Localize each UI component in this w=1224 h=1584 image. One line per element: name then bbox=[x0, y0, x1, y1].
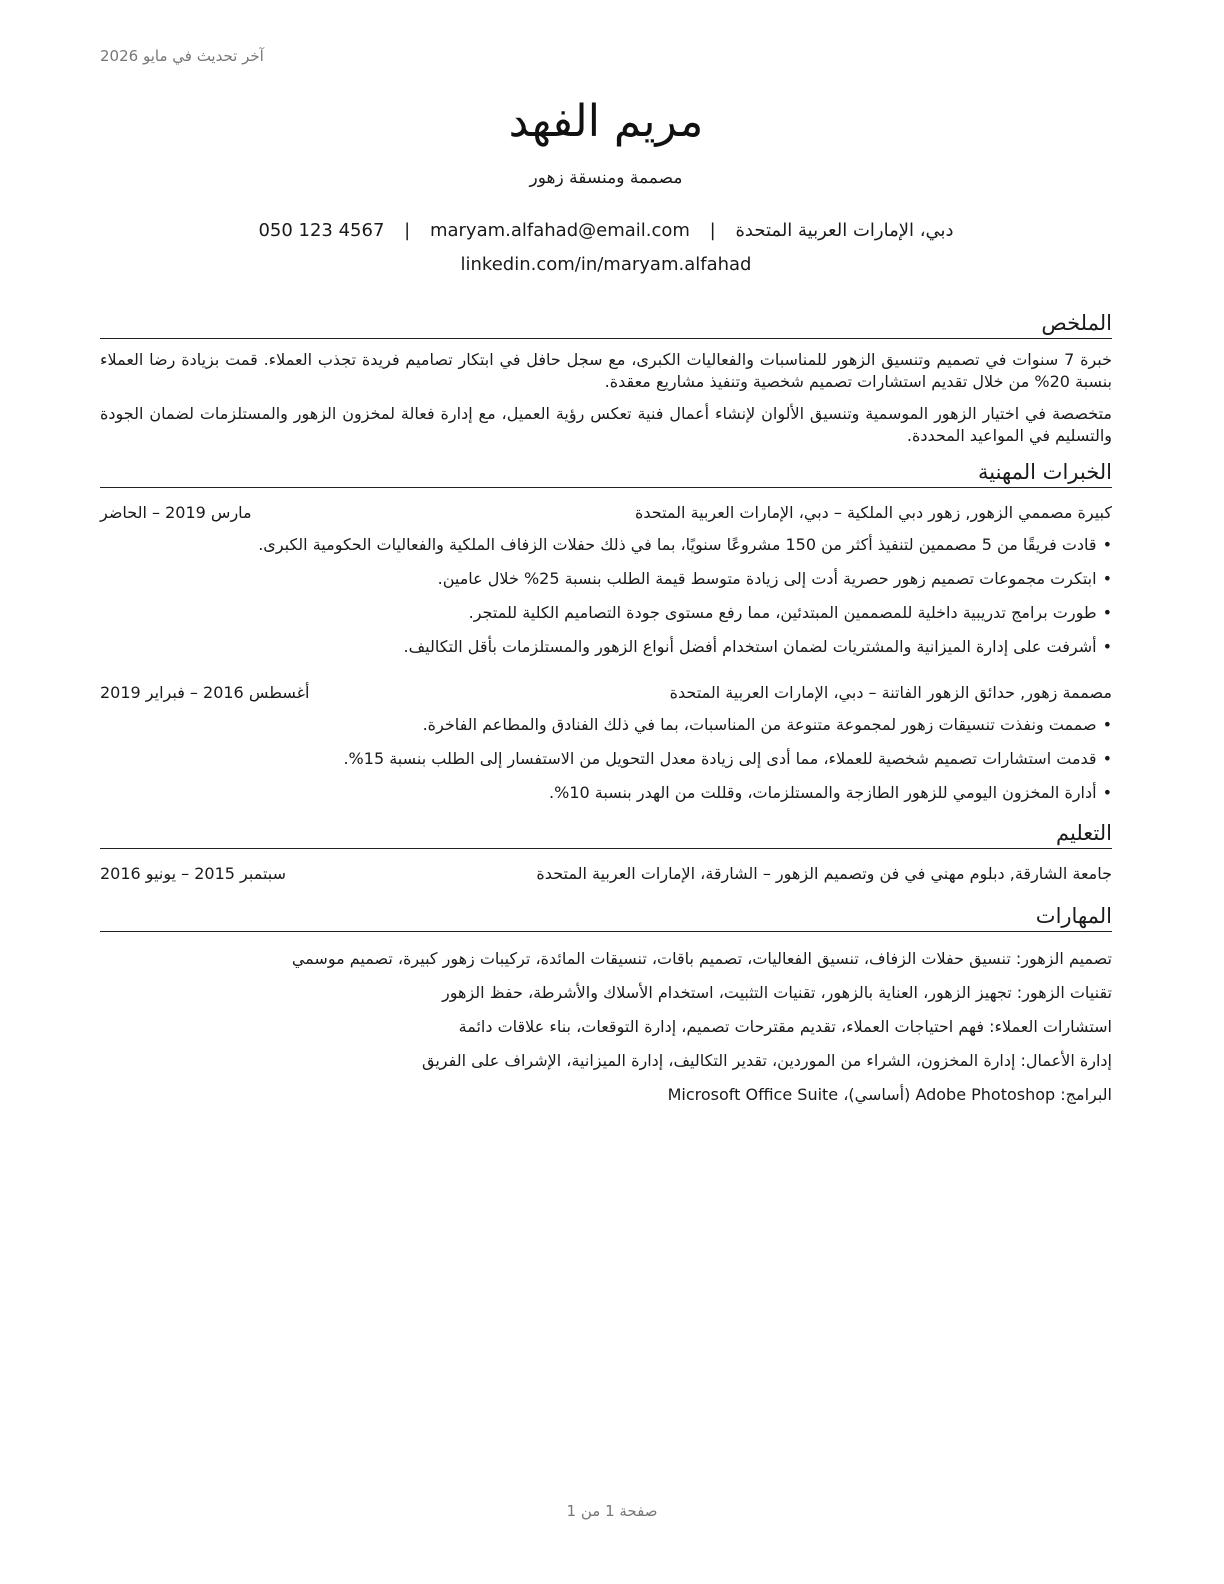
page-indicator: صفحة 1 من 1 bbox=[566, 1502, 658, 1520]
job-dates: أغسطس 2016 – فبراير 2019 bbox=[100, 683, 310, 702]
education-degree: جامعة الشارقة, دبلوم مهني في فن وتصميم الزهور – الشارقة، الإمارات العربية المتحدة bbox=[536, 864, 1112, 883]
bullet-text: أشرفت على إدارة الميزانية والمشتريات لضمان استخدام أفضل أنواع الزهور والمستلزمات بأقل التكاليف. bbox=[403, 637, 1097, 656]
job-header bbox=[100, 498, 1112, 528]
experience-section bbox=[100, 457, 1112, 810]
skill-line: استشارات العملاء: فهم احتياجات العملاء، تقديم مقترحات تصميم، إدارة التوقعات، بناء علاقات دائمة bbox=[458, 1017, 1112, 1036]
list-item bbox=[100, 596, 1112, 630]
job-role: كبيرة مصممي الزهور, زهور دبي الملكية – دبي، الإمارات العربية المتحدة bbox=[634, 503, 1112, 522]
bullet-icon: • bbox=[1102, 715, 1112, 734]
summary-section bbox=[100, 308, 1112, 447]
bullet-text: قادت فريقًا من 5 مصممين لتنفيذ أكثر من 150 مشروعًا سنويًا، بما في ذلك حفلات الزفاف الملكية والفعاليات الحكومية الكبرى. bbox=[258, 535, 1097, 554]
job-entry bbox=[100, 498, 1112, 664]
skill-line: إدارة الأعمال: إدارة المخزون، الشراء من الموردين، تقدير التكاليف، إدارة الميزانية، الإشراف على الفريق bbox=[421, 1051, 1112, 1070]
job-title: مصممة ومنسقة زهور bbox=[529, 168, 683, 188]
bullet-icon: • bbox=[1102, 603, 1112, 622]
separator: | bbox=[404, 220, 411, 241]
bullet-icon: • bbox=[1102, 637, 1112, 656]
job-header bbox=[100, 678, 1112, 708]
resume-header bbox=[100, 92, 1112, 282]
summary-paragraph: خبرة 7 سنوات في تصميم وتنسيق الزهور للمناسبات والفعاليات الكبرى، مع سجل حافل في ابتكار تصاميم فريدة تجذب العملاء. قمت بزيادة رضا العملاء بنسبة 20% من خلال تقديم استشارات تصميم شخصية وتنفيذ مشاريع معقدة. bbox=[100, 350, 1113, 391]
bullet-icon: • bbox=[1102, 569, 1112, 588]
experience-heading: الخبرات المهنية bbox=[100, 457, 1112, 488]
bullet-text: قدمت استشارات تصميم شخصية للعملاء، مما أدى إلى زيادة معدل التحويل من الاستفسار إلى الطلب بنسبة 15%. bbox=[343, 749, 1097, 768]
bullet-text: طورت برامج تدريبية داخلية للمصممين المبتدئين، مما رفع مستوى جودة التصاميم الكلية للمتجر. bbox=[468, 603, 1097, 622]
job-dates: مارس 2019 – الحاضر bbox=[100, 503, 252, 522]
bullet-text: ابتكرت مجموعات تصميم زهور حصرية أدت إلى زيادة متوسط قيمة الطلب بنسبة 25% خلال عامين. bbox=[437, 569, 1097, 588]
summary-paragraph: متخصصة في اختيار الزهور الموسمية وتنسيق الألوان لإنشاء أعمال فنية تعكس رؤية العميل، مع إدارة فعالة لمخزون الزهور والمستلزمات لضمان الجودة والتسليم في المواعيد المحددة. bbox=[100, 404, 1112, 445]
contact-info bbox=[100, 214, 1112, 282]
skill-line: تصميم الزهور: تنسيق حفلات الزفاف، تنسيق الفعاليات، تصميم باقات، تنسيقات المائدة، تركيبات زهور كبيرة، تصميم موسمي bbox=[291, 949, 1112, 968]
list-item bbox=[100, 742, 1112, 776]
education-entry bbox=[100, 859, 1112, 889]
job-role: مصممة زهور, حدائق الزهور الفاتنة – دبي، الإمارات العربية المتحدة bbox=[669, 683, 1112, 702]
resume-body bbox=[100, 308, 1112, 1112]
list-item bbox=[100, 528, 1112, 562]
list-item bbox=[100, 776, 1112, 810]
bullet-icon: • bbox=[1102, 783, 1112, 802]
email-link[interactable]: maryam.alfahad@email.com bbox=[429, 220, 690, 241]
linkedin-link[interactable]: linkedin.com/in/maryam.alfahad bbox=[460, 254, 752, 275]
education-section bbox=[100, 818, 1112, 889]
last-updated-text: آخر تحديث في مايو 2026 bbox=[100, 47, 264, 65]
education-heading: التعليم bbox=[100, 818, 1112, 849]
bullet-icon: • bbox=[1102, 749, 1112, 768]
location-text: دبي، الإمارات العربية المتحدة bbox=[735, 220, 954, 241]
job-bullets bbox=[100, 708, 1112, 810]
skills-section bbox=[100, 901, 1112, 1112]
education-dates: سبتمبر 2015 – يونيو 2016 bbox=[100, 864, 287, 883]
skill-line: البرامج: Adobe Photoshop (أساسي)، Microsoft Office Suite bbox=[667, 1085, 1112, 1104]
job-bullets bbox=[100, 528, 1112, 664]
phone-number: 050 123 4567 bbox=[258, 220, 385, 241]
summary-heading: الملخص bbox=[100, 308, 1112, 339]
list-item bbox=[100, 562, 1112, 596]
list-item bbox=[100, 708, 1112, 742]
list-item bbox=[100, 630, 1112, 664]
job-entry bbox=[100, 678, 1112, 810]
skill-line: تقنيات الزهور: تجهيز الزهور، العناية بالزهور، تقنيات التثبيت، استخدام الأسلاك والأشرطة، حفظ الزهور bbox=[442, 983, 1112, 1002]
person-name: مريم الفهد bbox=[508, 96, 704, 147]
bullet-icon: • bbox=[1102, 535, 1112, 554]
bullet-text: صممت ونفذت تنسيقات زهور لمجموعة متنوعة من المناسبات، بما في ذلك الفنادق والمطاعم الفاخرة. bbox=[422, 715, 1097, 734]
bullet-text: أدارة المخزون اليومي للزهور الطازجة والمستلزمات، وقللت من الهدر بنسبة 10%. bbox=[549, 783, 1097, 802]
separator: | bbox=[709, 220, 716, 241]
skills-heading: المهارات bbox=[100, 901, 1112, 932]
